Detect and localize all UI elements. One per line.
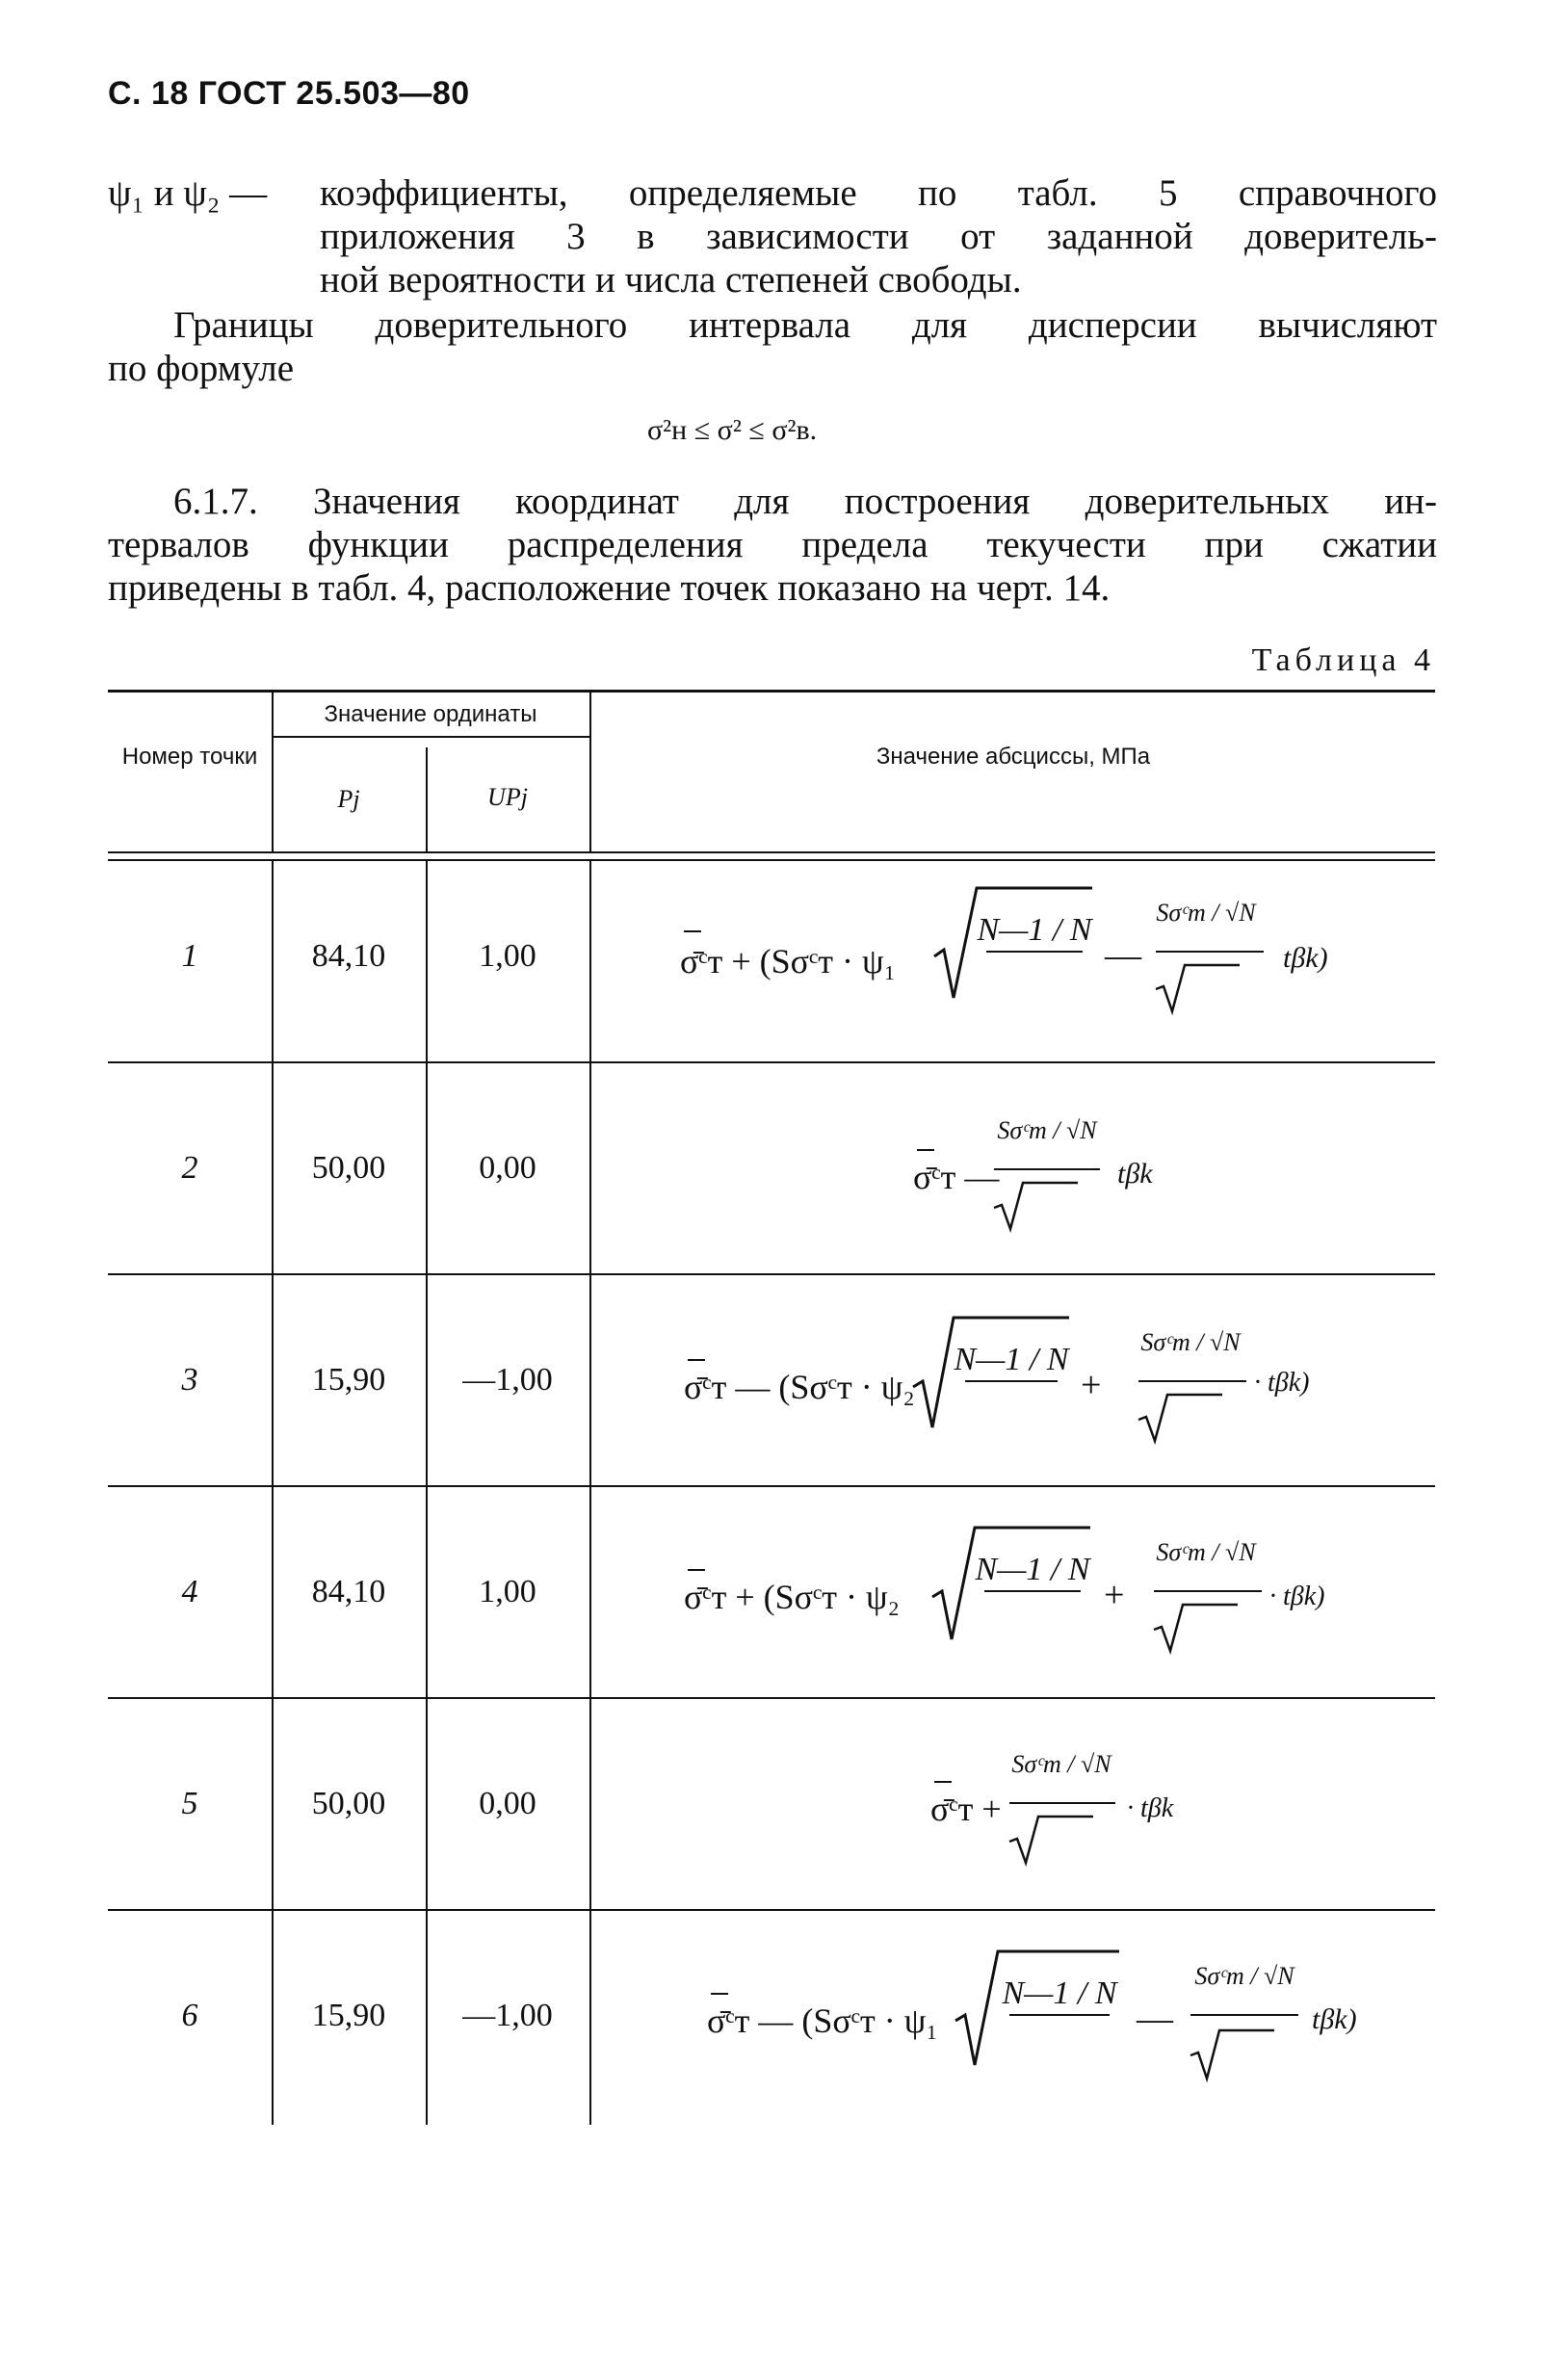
psi-description-line: ной вероятности и числа степеней свободы.: [320, 259, 1022, 301]
formula-suffix: tβk: [1117, 1158, 1153, 1190]
cell-point-number: 1: [181, 938, 198, 974]
table-top-rule: [108, 690, 1435, 693]
sqrt-radicand: N—1 / N: [1002, 1975, 1117, 2011]
paragraph-line: Границы доверительного интервала для дисперсии вычисляют: [173, 304, 1437, 346]
psi-description-line: коэффициенты, определяемые по табл. 5 справочного: [320, 172, 1437, 214]
fraction-expression: Sσᶜт / √N: [997, 1116, 1097, 1144]
table-column-rule: [272, 861, 274, 2125]
table-header-rule: [108, 851, 1435, 853]
fraction-expression: Sσᶜт / √N: [1156, 899, 1256, 927]
table-4: [108, 690, 1435, 2125]
cell-pj: 15,90: [311, 1362, 386, 1398]
cell-upj: 0,00: [479, 1786, 536, 1821]
table-column-rule: [426, 861, 428, 2125]
cell-pj: 50,00: [311, 1786, 386, 1821]
cell-upj: 1,00: [479, 1574, 536, 1609]
cell-upj: —1,00: [462, 1998, 553, 2033]
fraction-expression: Sσᶜт / √N: [1156, 1538, 1256, 1566]
table-column-rule: [589, 690, 591, 851]
psi-term: ψ₁ и ψ₂ —: [108, 172, 268, 214]
formula-prefix: σ̄ᶜт +: [930, 1790, 1002, 1828]
page-header: С. 18 ГОСТ 25.503—80: [108, 75, 470, 112]
formula-prefix: σ̄ᶜт + (Sσᶜт · ψ₁: [680, 942, 897, 981]
cell-point-number: 4: [181, 1574, 198, 1609]
table-caption: Таблица 4: [1251, 642, 1435, 678]
fraction-expression: Sσᶜт / √N: [1011, 1750, 1111, 1778]
sqrt-sign: [1156, 965, 1240, 1011]
cell-point-number: 6: [181, 1998, 198, 2033]
paragraph-line: по формуле: [108, 348, 295, 389]
abscissa-formula: [589, 861, 1435, 1061]
fraction-expression: Sσᶜт / √N: [1194, 1962, 1295, 1990]
cell-pj: 15,90: [311, 1998, 386, 2033]
sqrt-radicand: N—1 / N: [977, 912, 1092, 948]
formula-prefix: σ̄ᶜт — (Sσᶜт · ψ₂: [684, 1368, 915, 1406]
sqrt-radicand: N—1 / N: [954, 1342, 1069, 1377]
cell-point-number: 2: [181, 1150, 198, 1186]
cell-point-number: 5: [181, 1786, 198, 1821]
cell-upj: 1,00: [479, 938, 536, 974]
variance-inequality: σ²н ≤ σ² ≤ σ²в.: [647, 414, 818, 446]
abscissa-formula: [589, 1487, 1435, 1697]
formula-prefix: σ̄ᶜт + (Sσᶜт · ψ₂: [684, 1578, 901, 1616]
formula-prefix: σ̄ᶜт —: [913, 1158, 1000, 1196]
cell-pj: 50,00: [311, 1150, 386, 1186]
bounds-paragraph: [108, 303, 1437, 390]
cell-upj: —1,00: [462, 1362, 553, 1398]
psi-description-line: приложения 3 в зависимости от заданной доверитель-: [320, 216, 1437, 257]
sqrt-sign: [1190, 2030, 1274, 2079]
psi-description: [320, 171, 1437, 301]
abscissa-formula: [589, 1699, 1435, 1909]
ordinate-group-rule: [272, 736, 590, 738]
formula-prefix: σ̄ᶜт — (Sσᶜт · ψ₁: [707, 2001, 938, 2040]
paragraph-6-1-7: [108, 480, 1437, 610]
formula-suffix: tβk): [1312, 2003, 1357, 2035]
header-abscissa: Значение абсциссы, МПа: [876, 744, 1151, 770]
paragraph-line: приведены в табл. 4, расположение точек показано на черт. 14.: [108, 567, 1111, 609]
abscissa-formula: [589, 1911, 1435, 2125]
paragraph-line: 6.1.7. Значения координат для построения доверительных ин-: [173, 481, 1437, 522]
cell-point-number: 3: [181, 1362, 198, 1398]
sqrt-sign: [1154, 1605, 1238, 1651]
cell-upj: 0,00: [479, 1150, 536, 1186]
formula-suffix: · tβk: [1127, 1793, 1174, 1823]
abscissa-formula: [589, 1063, 1435, 1273]
paragraph-line: тервалов функции распределения предела текучести при сжатии: [108, 524, 1437, 565]
formula-operator: +: [1081, 1365, 1102, 1405]
cell-pj: 84,10: [311, 938, 386, 974]
formula-suffix: · tβk): [1254, 1368, 1310, 1398]
sqrt-sign: [1009, 1817, 1093, 1863]
formula-suffix: · tβk): [1269, 1582, 1325, 1611]
formula-suffix: tβk): [1283, 942, 1328, 974]
formula-operator: +: [1104, 1575, 1125, 1615]
header-point-number: Номер точки: [121, 744, 258, 770]
cell-pj: 84,10: [311, 1574, 386, 1609]
sqrt-sign: [994, 1183, 1078, 1229]
fraction-expression: Sσᶜт / √N: [1140, 1328, 1241, 1356]
header-upj: UPj: [487, 783, 528, 811]
header-pj: Pj: [337, 785, 360, 813]
formula-operator: —: [1105, 935, 1141, 976]
header-ordinate-group: Значение ординаты: [324, 701, 537, 727]
formula-operator: —: [1137, 1999, 1173, 2039]
sqrt-sign: [1138, 1395, 1222, 1441]
sqrt-radicand: N—1 / N: [975, 1552, 1090, 1587]
abscissa-formula: [589, 1275, 1435, 1485]
